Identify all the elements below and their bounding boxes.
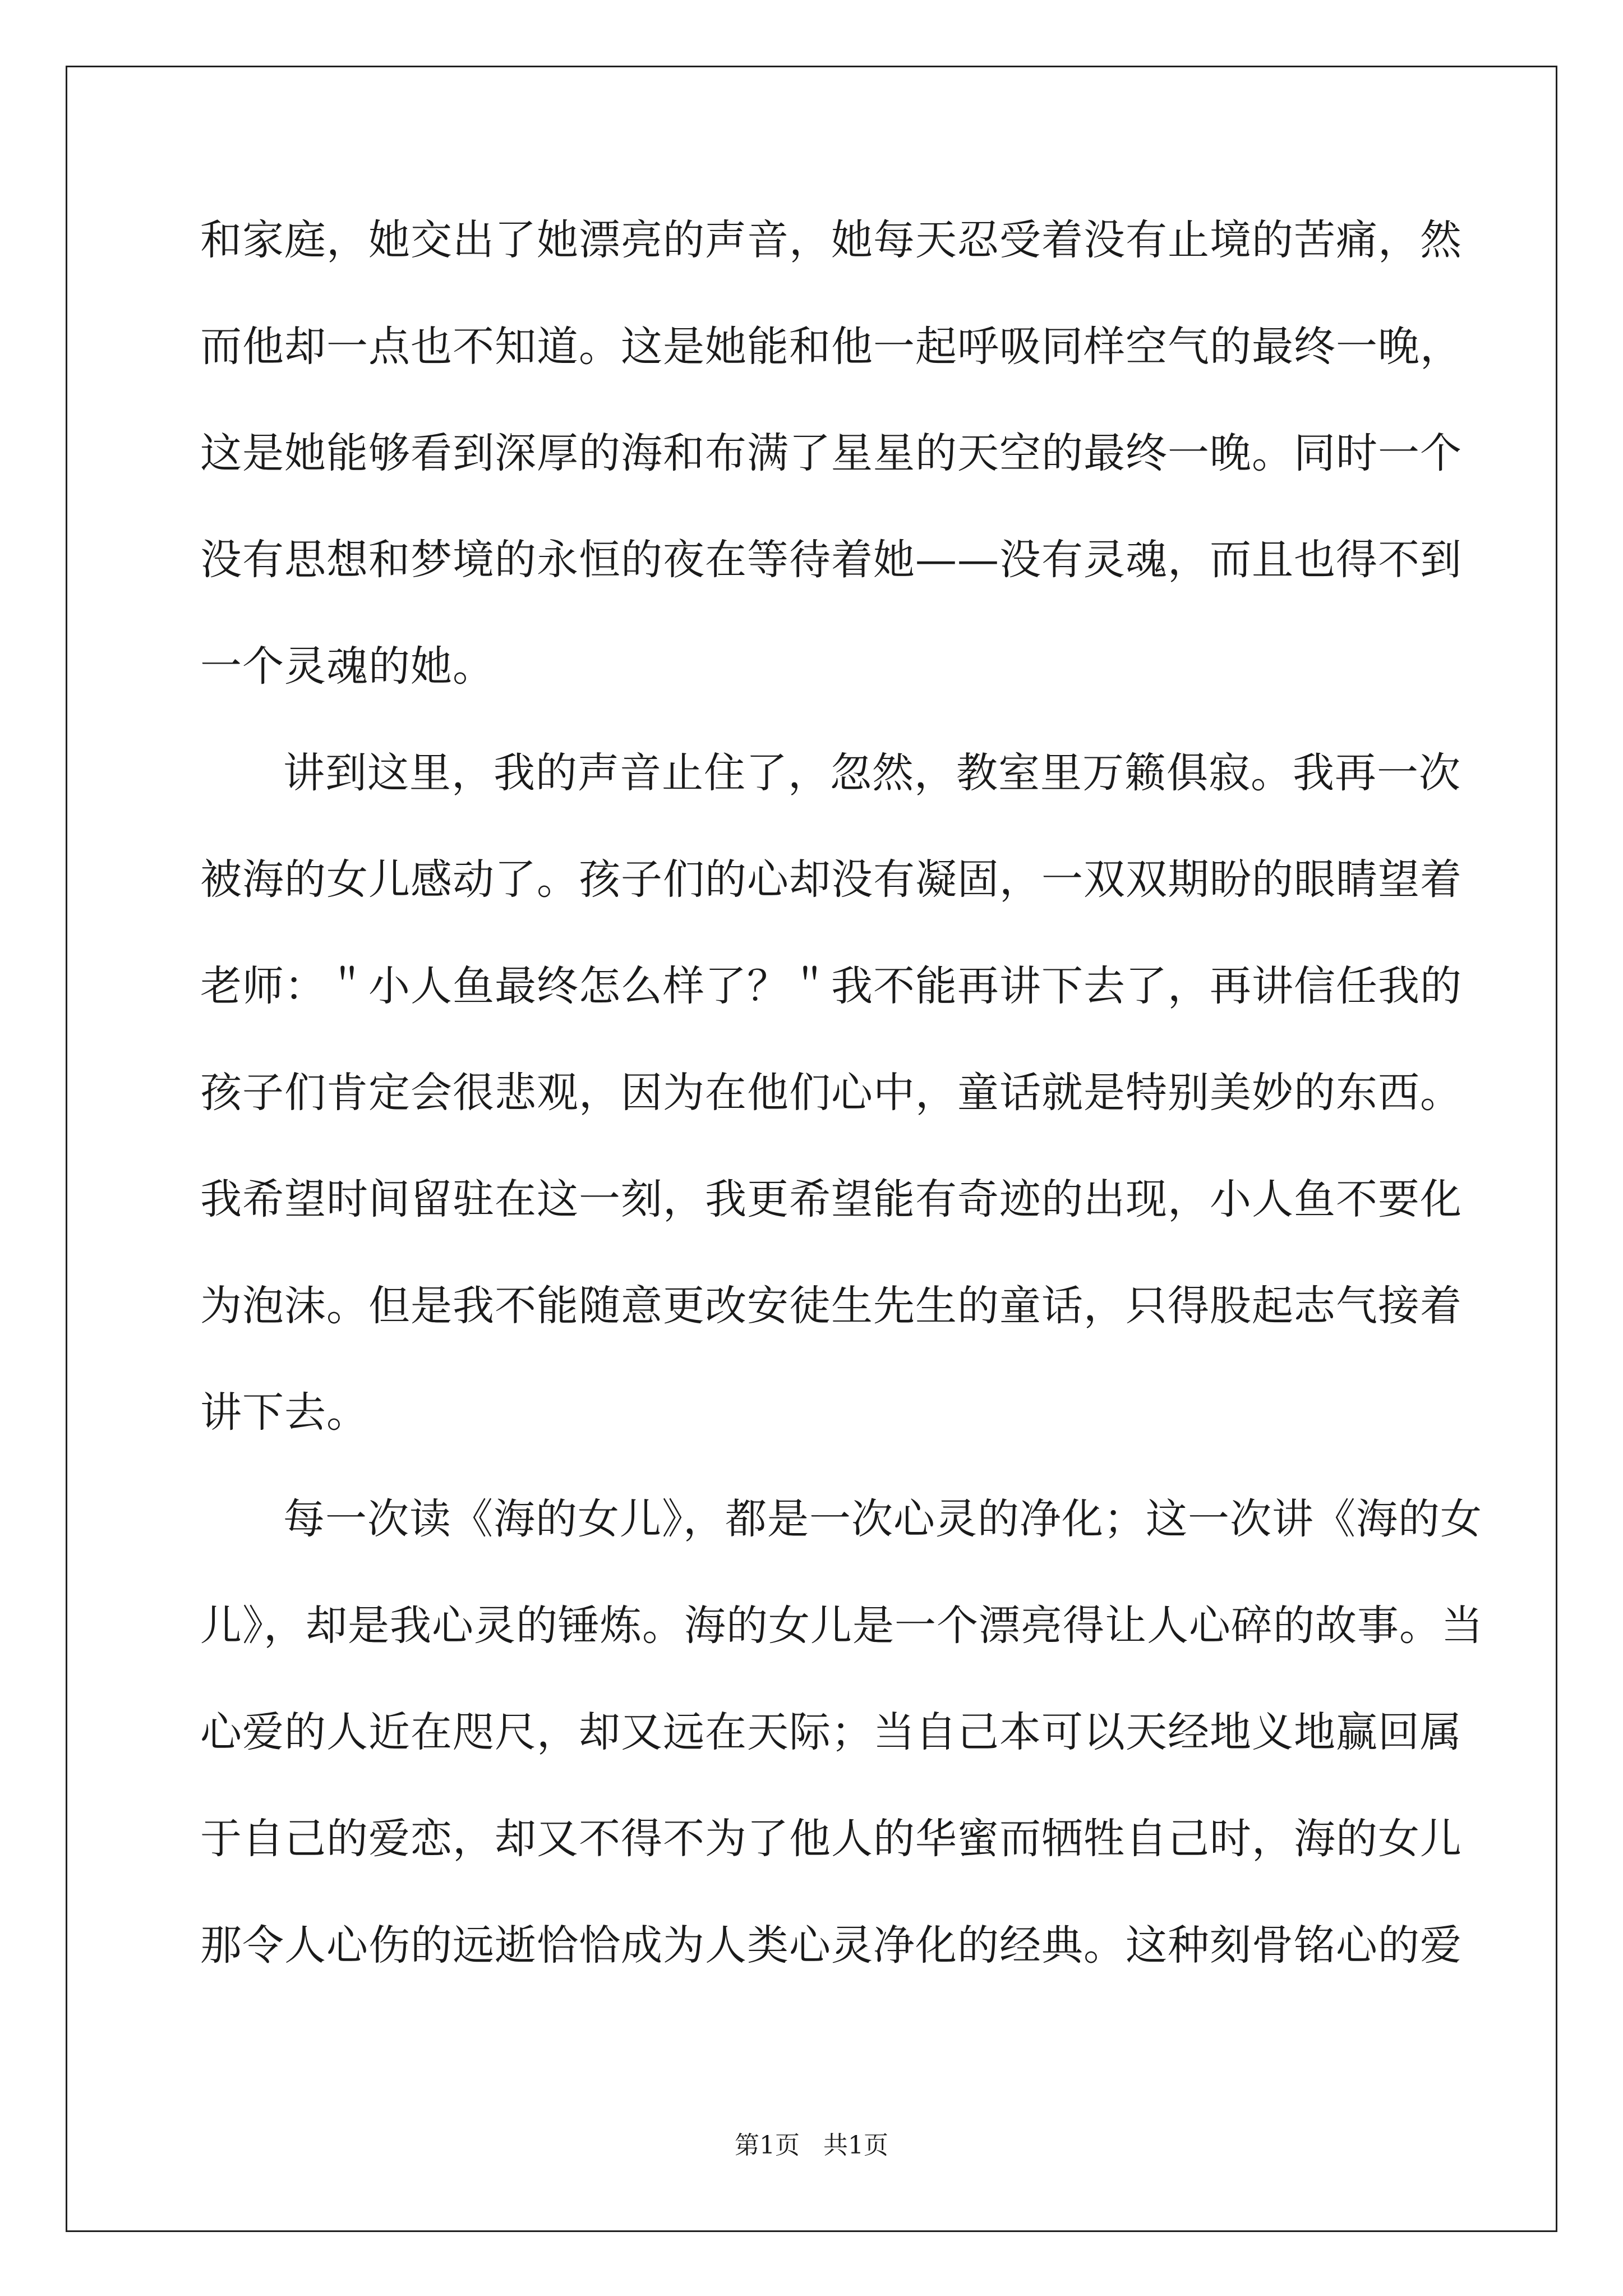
text-line: 被海的女儿感动了。孩子们的心却没有凝固，一双双期盼的眼睛望着: [200, 855, 1462, 904]
text-line: 而他却一点也不知道。这是她能和他一起呼吸同样空气的最终一晚，: [200, 323, 1462, 371]
text-line: 儿》，却是我心灵的锤炼。海的女儿是一个漂亮得让人心碎的故事。当: [200, 1602, 1483, 1650]
text-line: 孩子们肯定会很悲观，因为在他们心中，童话就是特别美妙的东西。: [200, 1069, 1462, 1117]
text-line: 于自己的爱恋，却又不得不为了他人的华蜜而牺牲自己时，海的女儿: [200, 1815, 1462, 1863]
page-footer: 第1页 共1页: [735, 2131, 888, 2160]
text-line: 一个灵魂的她。: [200, 642, 495, 691]
text-line: 老师：＂小人鱼最终怎么样了？＂我不能再讲下去了，再讲信任我的: [200, 962, 1462, 1010]
text-line: 这是她能够看到深厚的海和布满了星星的天空的最终一晚。同时一个: [200, 429, 1462, 477]
text-line: 讲到这里，我的声音止住了，忽然，教室里万籁俱寂。我再一次: [283, 749, 1461, 797]
text-line: 每一次读《海的女儿》，都是一次心灵的净化；这一次讲《海的女: [283, 1495, 1482, 1543]
text-line: 那令人心伤的远逝恰恰成为人类心灵净化的经典。这种刻骨铭心的爱: [200, 1921, 1462, 1970]
text-line: 和家庭，她交出了她漂亮的声音，她每天忍受着没有止境的苦痛，然: [200, 216, 1462, 264]
text-line: 没有思想和梦境的永恒的夜在等待着她——没有灵魂，而且也得不到: [200, 536, 1462, 584]
page-frame: [66, 66, 1557, 2232]
text-line: 心爱的人近在咫尺，却又远在天际；当自己本可以天经地义地赢回属: [200, 1708, 1462, 1756]
text-line: 为泡沫。但是我不能随意更改安徒生先生的童话，只得股起志气接着: [200, 1282, 1462, 1330]
text-line: 我希望时间留驻在这一刻，我更希望能有奇迹的出现，小人鱼不要化: [200, 1175, 1462, 1223]
text-line: 讲下去。: [200, 1388, 368, 1437]
